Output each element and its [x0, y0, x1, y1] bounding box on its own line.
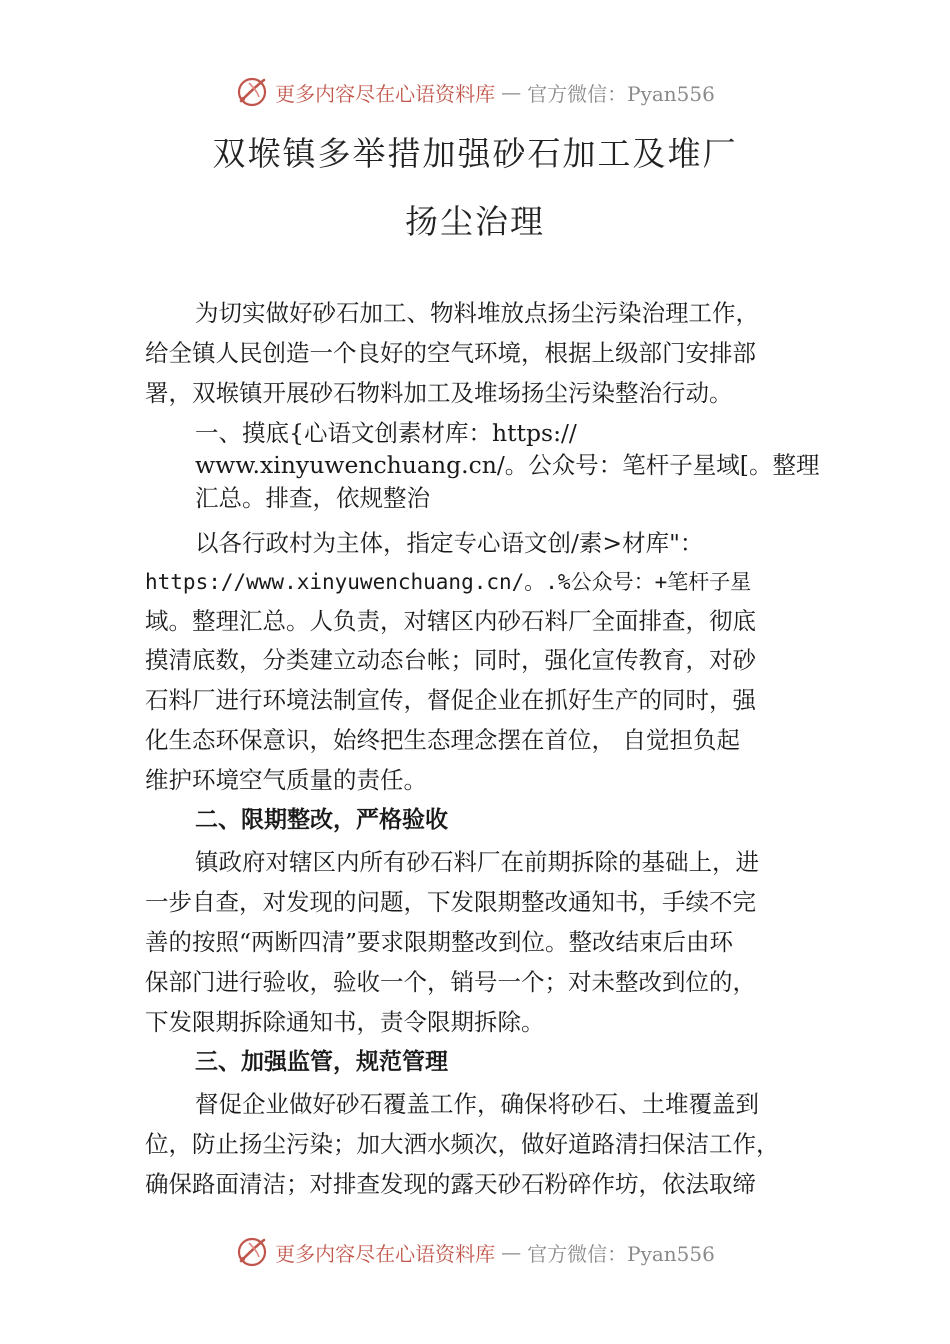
section-1-heading-line: www.xinyuwenchuang.cn/。公众号：笔杆子星域[。整理: [195, 451, 820, 479]
paragraph-line: 下发限期拆除通知书，责令限期拆除。: [145, 1008, 545, 1036]
paragraph-line: 督促企业做好砂石覆盖工作，确保将砂石、土堆覆盖到: [195, 1090, 759, 1118]
paragraph-line: 化生态环保意识，始终把生态理念摆在首位， 自觉担负起: [145, 726, 740, 754]
paragraph-line: 摸清底数，分类建立动态台帐；同时，强化宣传教育，对砂: [145, 646, 756, 674]
section-3-heading: 三、加强监管，规范管理: [195, 1049, 448, 1075]
watermark-brand-text: 更多内容尽在心语资料库: [275, 81, 496, 106]
footer-watermark: [0, 1232, 950, 1272]
header-watermark: [0, 72, 950, 112]
paragraph-line: 石料厂进行环境法制宣传，督促企业在抓好生产的同时，强: [145, 686, 756, 714]
pen-nib-circle-icon: [235, 75, 269, 109]
paragraph-line: https://www.xinyuwenchuang.cn/。.%公众号：+笔杆子星: [145, 570, 752, 594]
watermark-dash: —: [501, 80, 522, 104]
watermark-brand-text: 更多内容尽在心语资料库: [275, 1241, 496, 1266]
paragraph-line: 给全镇人民创造一个良好的空气环境，根据上级部门安排部: [145, 339, 756, 367]
paragraph-line: 一步自查，对发现的问题，下发限期整改通知书，手续不完: [145, 888, 756, 916]
paragraph-line: 以各行政村为主体，指定专心语文创/素>材库"：: [195, 529, 704, 557]
paragraph-line: 为切实做好砂石加工、物料堆放点扬尘污染治理工作，: [195, 299, 759, 327]
watermark-dash: —: [501, 1240, 522, 1264]
watermark-contact-text: 官方微信：Pyan556: [527, 1241, 715, 1266]
watermark-group: [235, 1235, 715, 1269]
paragraph-line: 维护环境空气质量的责任。: [145, 766, 427, 794]
watermark-group: [235, 75, 715, 109]
paragraph-line: 域。整理汇总。人负责，对辖区内砂石料厂全面排查，彻底: [145, 607, 756, 635]
document-title-line-1: 双堠镇多举措加强砂石加工及堆厂: [212, 134, 738, 173]
paragraph-line: 镇政府对辖区内所有砂石料厂在前期拆除的基础上，进: [195, 848, 759, 876]
paragraph-line: 确保路面清洁；对排查发现的露天砂石粉碎作坊，依法取缔: [145, 1170, 756, 1198]
section-1-heading-line: 一、摸底{心语文创素材库：https://: [195, 419, 577, 447]
document-title-line-2: 扬尘治理: [405, 202, 545, 241]
paragraph-line: 善的按照“两断四清”要求限期整改到位。整改结束后由环: [145, 928, 734, 956]
paragraph-line: 保部门进行验收，验收一个，销号一个；对未整改到位的，: [145, 968, 756, 996]
pen-nib-circle-icon: [235, 1235, 269, 1269]
watermark-contact-text: 官方微信：Pyan556: [527, 81, 715, 106]
paragraph-line: 位，防止扬尘污染；加大洒水频次，做好道路清扫保洁工作，: [145, 1130, 780, 1158]
section-1-heading-line: 汇总。排查，依规整治: [195, 484, 430, 512]
paragraph-line: 署，双堠镇开展砂石物料加工及堆场扬尘污染整治行动。: [145, 379, 733, 407]
section-2-heading: 二、限期整改，严格验收: [195, 807, 448, 833]
